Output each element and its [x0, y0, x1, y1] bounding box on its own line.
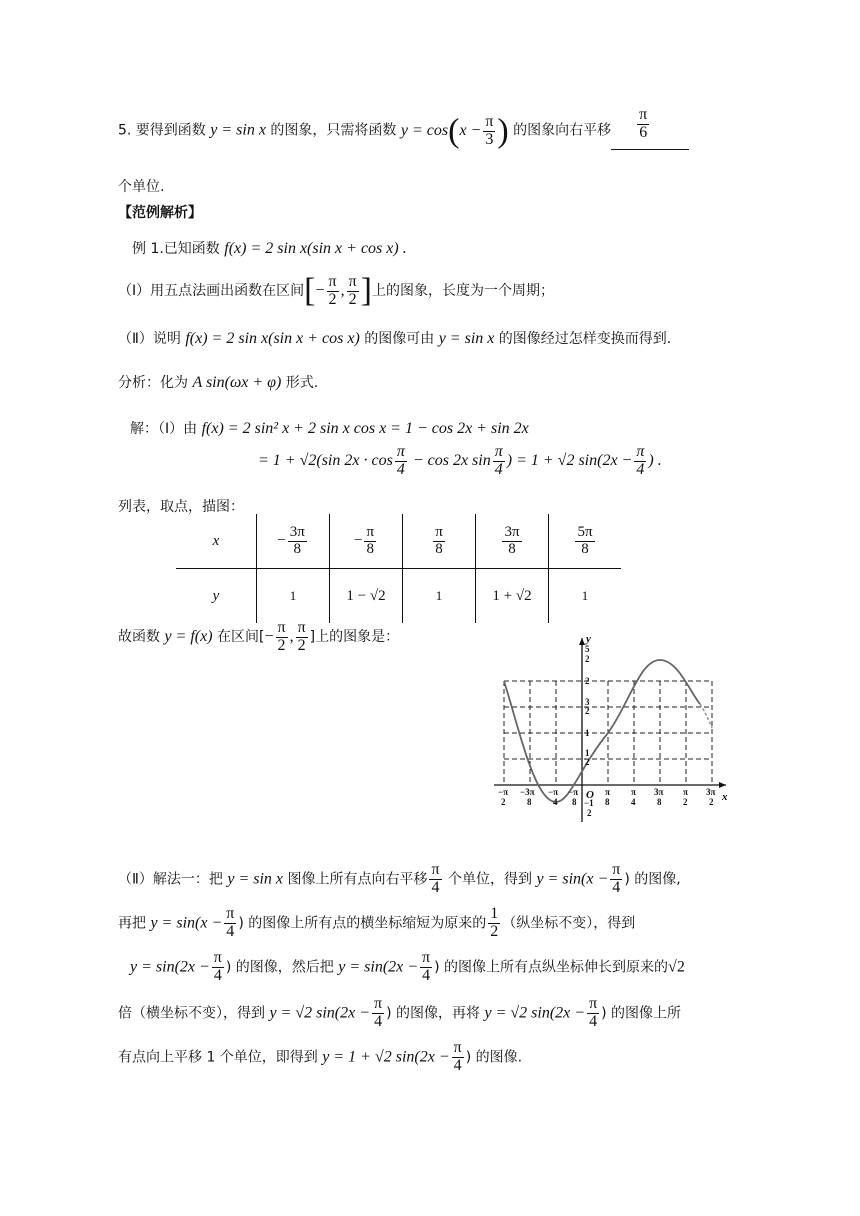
m1-b: 图像上所有点向右平移 — [283, 871, 428, 888]
q5-f1: y = sin x — [210, 121, 266, 139]
table-row-y — [176, 569, 621, 624]
m5-line: 有点向上平移 1 个单位，即得到 y = 1 + √2 sin(2x − $\frac{\pi}{4}$ ) 的图像. — [118, 1039, 523, 1074]
m3-a: ) 的图像，然后把 — [225, 959, 339, 976]
y-cell-4: 1 — [549, 569, 622, 624]
row-x-label: x — [176, 514, 257, 569]
interval: − $\frac{\pi}{2}$ , $\frac{\pi}{2}$ — [315, 273, 357, 308]
graph-intro-f: y = f(x) — [164, 627, 213, 645]
graph-intro-c: ]上的图象是： — [309, 628, 400, 645]
sol-a: 解：（I）由 — [130, 421, 202, 437]
x-tick-3pi-8: 3π — [654, 787, 664, 797]
m3-f2: y = sin(2x − — [338, 958, 419, 976]
solution-line1 — [130, 418, 529, 438]
q5-f2: y = cos(x − $\frac{\pi}{3}$ ) — [400, 112, 509, 149]
m2-c: （纵坐标不变），得到 — [502, 915, 636, 932]
x-cell-2: $\frac{\pi}{8}$ — [403, 514, 476, 569]
frac-den: 3 — [485, 130, 494, 148]
x-cell-0: − $\frac{3\pi}{8}$ — [257, 514, 330, 569]
answer-blank[interactable] — [611, 106, 689, 150]
m2-a: 再把 — [118, 915, 151, 932]
y-cell-1: 1 − √2 — [330, 569, 403, 624]
m2-two: 2 — [490, 922, 499, 940]
x-axis-arrow — [719, 782, 726, 788]
m4-a: 倍（横坐标不变），得到 — [118, 1005, 270, 1022]
y-tick-1-2: 1 — [585, 748, 590, 758]
x-cell-3: $\frac{3\pi}{8}$ — [476, 514, 549, 569]
graph-intro-b: 在区间[ — [212, 628, 265, 645]
m1-line: （Ⅱ）解法一：把 y = sin x 图像上所有点向右平移 $\frac{\pi}{4}$ 个单位，得到 y = sin(x − $\frac{\pi}{4}$ ) 的图像, — [118, 861, 681, 896]
m2-one: 1 — [490, 905, 499, 922]
part2-b: 的图像可由 — [359, 331, 439, 347]
pi-over-3 — [483, 114, 495, 149]
y-tick-1-2-den: 2 — [585, 757, 590, 767]
ex1-title-text: 例 1.已知函数 — [132, 241, 225, 257]
x-tick-pi-2-den: 2 — [683, 797, 688, 807]
x-tick-pi-4-den: 4 — [631, 797, 636, 807]
q5-prefix: 5. 要得到函数 — [118, 122, 211, 139]
m1-c: 个单位，得到 — [443, 871, 537, 888]
x-tick-neg-3pi-8: −3π — [520, 787, 535, 797]
m5-b: ) 的图像. — [465, 1049, 523, 1066]
x-axis-label: x — [722, 791, 728, 803]
m3-line: y = sin(2x − $\frac{\pi}{4}$ ) 的图像，然后把 y = sin(2x − $\frac{\pi}{4}$ ) 的图像上所有点纵坐标伸长到原来的√2 — [130, 949, 685, 984]
answer-den: 6 — [639, 123, 648, 141]
m3-f1: y = sin(2x − — [130, 958, 210, 976]
y-axis-label: y — [586, 633, 591, 645]
m1-d: ) 的图像, — [624, 871, 681, 888]
x-tick-3pi-2-den: 2 — [709, 797, 714, 807]
y-tick-5-2-den: 2 — [585, 654, 590, 664]
part2-g: y = sin x — [438, 330, 495, 347]
eq2-d: ) . — [648, 451, 662, 469]
q5-line1 — [118, 106, 689, 150]
m3-sqrt2: √2 — [668, 958, 685, 976]
ex1-part1: （Ⅰ）用五点法画出函数在区间[− $\frac{\pi}{2}$ , $\frac{\pi}{2}$ ]上的图象，长度为一个周期； — [118, 272, 554, 309]
ex1-func: f(x) = 2 sin x(sin x + cos x) . — [224, 240, 407, 257]
x-tick-pi-2: π — [683, 787, 688, 797]
part2-a: （Ⅱ）说明 — [118, 331, 186, 347]
table-row-x — [176, 514, 621, 569]
x-cell-1: − $\frac{\pi}{8}$ — [330, 514, 403, 569]
y-cell-2: 1 — [403, 569, 476, 624]
q5-f2b: x − — [459, 121, 482, 139]
eq2-den1: 4 — [396, 460, 405, 478]
q5-line2: 个单位. — [118, 179, 165, 195]
sol-eq1: f(x) = 2 sin² x + 2 sin x cos x = 1 − cos 2x + sin 2x — [201, 420, 529, 437]
m2-f: y = sin(x − — [150, 914, 223, 932]
m3-b: ) 的图像上所有点纵坐标伸长到原来的 — [434, 959, 669, 976]
y-cell-3: 1 + √2 — [476, 569, 549, 624]
y-tick-3-2: 3 — [585, 697, 590, 707]
x-tick-neg-pi-4-den: 4 — [553, 797, 558, 807]
x-tick-3pi-2: 3π — [706, 787, 716, 797]
section-title: 【范例解析】 — [118, 205, 202, 221]
m4-f1: y = √2 sin(2x − — [269, 1004, 371, 1022]
analysis-f: A sin(ωx + φ) — [192, 374, 282, 391]
x-tick-neg-pi-8-den: 8 — [572, 797, 577, 807]
q5-suffix: 的图象向右平移 — [508, 122, 612, 139]
q5-f2a: y = cos — [400, 121, 449, 139]
x-tick-neg-pi-2-den: 2 — [501, 797, 506, 807]
graph-intro: 故函数 y = f(x) 在区间[− $\frac{\pi}{2}$ , $\frac{\pi}{2}$ ]上的图象是： — [118, 619, 400, 654]
y-tick-neg-1-2-den: 2 — [587, 808, 592, 818]
graph-intro-a: 故函数 — [118, 628, 165, 645]
part2-f: f(x) = 2 sin x(sin x + cos x) — [185, 330, 360, 347]
y-tick-neg-1-2: −1 — [584, 798, 594, 808]
function-graph — [490, 632, 740, 822]
x-tick-neg-pi-2: −π — [498, 787, 509, 797]
m5-f: y = 1 + √2 sin(2x − — [322, 1048, 450, 1066]
curve-tail — [700, 704, 712, 728]
analysis — [118, 372, 318, 392]
m2-line: 再把 y = sin(x − $\frac{\pi}{4}$ ) 的图像上所有点的横坐标缩短为原来的 $\frac{1}{2}$ （纵坐标不变），得到 — [118, 905, 636, 940]
part1-a: （Ⅰ）用五点法画出函数在区间 — [118, 283, 305, 299]
x-tick-neg-pi-8: −π — [568, 787, 579, 797]
table-intro: 列表，取点，描图： — [118, 499, 244, 515]
frac-num: π — [485, 112, 494, 130]
m5-a: 有点向上平移 1 个单位，即得到 — [118, 1049, 323, 1066]
m1-f1: y = sin x — [227, 870, 284, 888]
m4-f2: y = √2 sin(2x − — [484, 1004, 586, 1022]
ex1-part2 — [118, 328, 671, 348]
m1-a: （Ⅱ）解法一：把 — [118, 871, 228, 888]
x-cell-4: $\frac{5\pi}{8}$ — [549, 514, 622, 569]
values-table — [176, 514, 621, 623]
analysis-a: 分析：化为 — [118, 375, 193, 391]
y-tick-1: 1 — [585, 728, 590, 738]
x-tick-pi-8-den: 8 — [605, 797, 610, 807]
ex1-title — [132, 238, 407, 258]
x-tick-pi-4: π — [631, 787, 636, 797]
origin-label: O — [586, 789, 594, 801]
analysis-b: 形式. — [281, 375, 319, 391]
answer-num: π — [639, 106, 648, 123]
solution-line2: = 1 + √2(sin 2x · cos $\frac{\pi}{4}$ − cos 2x sin $\frac{\pi}{4}$ ) = 1 + √2 sin(2x − $\frac{\pi}{4}$ ) . — [258, 443, 662, 478]
eq2-a: = 1 + √2(sin 2x · cos — [258, 451, 393, 469]
y-tick-3-2-den: 2 — [585, 706, 590, 716]
x-tick-pi-8: π — [605, 787, 610, 797]
x-tick-neg-pi-4: −π — [548, 787, 559, 797]
m1-f2: y = sin(x − — [536, 870, 609, 888]
m4-c: ) 的图像上所 — [601, 1005, 682, 1022]
eq2-b: − cos 2x sin — [408, 451, 491, 469]
eq2-c: ) = 1 + √2 sin(2x − — [506, 451, 633, 469]
m2-b: ) 的图像上所有点的横坐标缩短为原来的 — [238, 915, 487, 932]
y-tick-2: 2 — [585, 676, 590, 686]
m4-b: ) 的图像，再将 — [386, 1005, 485, 1022]
answer-frac — [637, 107, 649, 142]
y-cell-0: 1 — [289, 588, 297, 603]
y-tick-5-2: 5 — [585, 644, 590, 654]
x-tick-neg-3pi-8-den: 8 — [527, 797, 532, 807]
x-tick-3pi-8-den: 8 — [657, 797, 662, 807]
part2-c: 的图像经过怎样变换而得到. — [494, 331, 672, 347]
row-y-label: y — [176, 569, 257, 624]
part1-b: 上的图象，长度为一个周期； — [371, 283, 554, 299]
m4-line: 倍（横坐标不变），得到 y = √2 sin(2x − $\frac{\pi}{4}$ ) 的图像，再将 y = √2 sin(2x − $\frac{\pi}{4}$ ) 的图像上所 — [118, 995, 682, 1030]
q5-mid: 的图象，只需将函数 — [265, 122, 401, 139]
